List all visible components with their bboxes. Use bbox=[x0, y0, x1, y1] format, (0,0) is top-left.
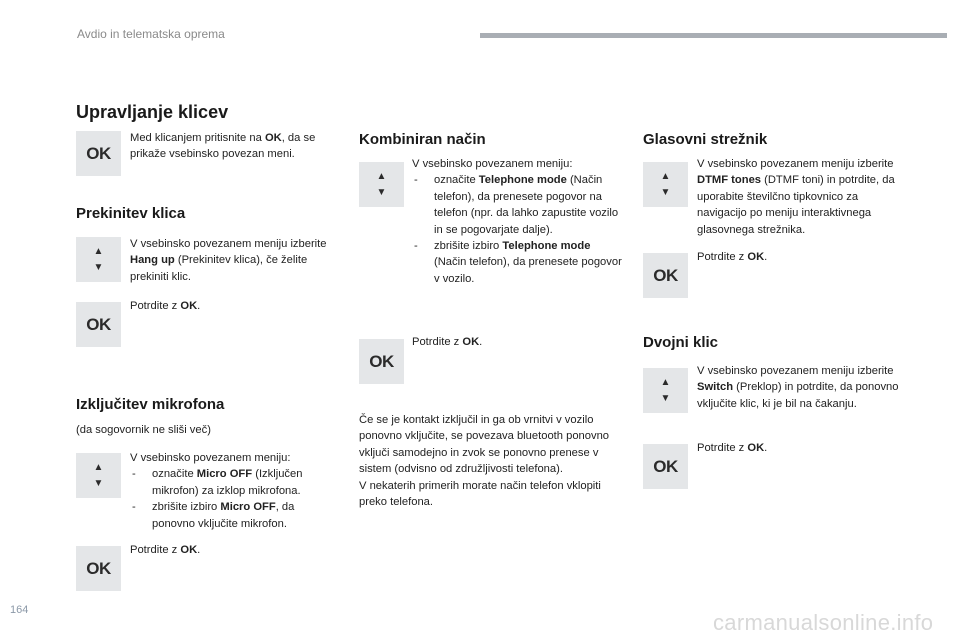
list-item: - označite Telephone mode (Način telefon), da prenesete pogovor na telefon (npr. da lahko zapustite vozilo in se pogovarjate dalje). bbox=[412, 172, 622, 238]
hang-up-confirm: Potrdite z OK. bbox=[130, 300, 201, 312]
heading-mic-off: Izključitev mikrofona bbox=[76, 396, 225, 413]
header-bar bbox=[480, 33, 947, 38]
voice-server-confirm: Potrdite z OK. bbox=[697, 251, 768, 263]
hang-up-instruction: V vsebinsko povezanem meniju izberite Hang up (Prekinitev klica), če želite prekiniti klic. bbox=[130, 238, 327, 283]
section-title-call-management: Upravljanje klicev bbox=[76, 102, 229, 122]
mic-off-confirm: Potrdite z OK. bbox=[130, 544, 201, 556]
bluetooth-note: Če se je kontakt izključil in ga ob vrnitvi v vozilo ponovno vključite, se povezava bluetooth ponovno vključi samodejno in zvok se ponovno prenese v sistem (odvisno od združljivosti telefona). V nekaterih primerih morate način telefon vklopiti preko telefona. bbox=[359, 414, 610, 509]
mic-off-instruction: V vsebinsko povezanem meniju: - označite Micro OFF (Izključen mikrofon) za izklop mikrofona. - zbrišite izbiro Micro OFF, da ponovno vključite mikrofon. bbox=[130, 450, 335, 532]
list-item: - zbrišite izbiro Micro OFF, da ponovno vključite mikrofon. bbox=[130, 499, 335, 532]
list-item: - označite Micro OFF (Izključen mikrofon) za izklop mikrofona. bbox=[130, 466, 335, 499]
up-down-arrows-icon: ▲ ▼ bbox=[76, 237, 121, 282]
heading-voice-server: Glasovni strežnik bbox=[643, 131, 768, 148]
combined-mode-confirm: Potrdite z OK. bbox=[412, 336, 483, 348]
ok-button-icon: OK bbox=[643, 253, 688, 298]
heading-combined-mode: Kombiniran način bbox=[359, 131, 486, 148]
heading-double-call: Dvojni klic bbox=[643, 334, 719, 351]
page-number: 164 bbox=[10, 604, 29, 616]
ok-button-icon: OK bbox=[76, 302, 121, 347]
up-down-arrows-icon: ▲ ▼ bbox=[76, 453, 121, 498]
mic-off-note: (da sogovornik ne sliši več) bbox=[76, 424, 211, 436]
ok-button-icon: OK bbox=[643, 444, 688, 489]
ok-button-icon: OK bbox=[76, 546, 121, 591]
up-down-arrows-icon: ▲ ▼ bbox=[359, 162, 404, 207]
voice-server-instruction: V vsebinsko povezanem meniju izberite DTMF tones (DTMF toni) in potrdite, da uporabite številčno tipkovnico za navigacijo po meniju interaktivnega glasovnega strežnika. bbox=[697, 158, 895, 236]
watermark: carmanualsonline.info bbox=[713, 610, 934, 635]
call-menu-instruction: Med klicanjem pritisnite na OK, da se prikaže vsebinsko povezan meni. bbox=[130, 132, 316, 161]
combined-mode-instruction: V vsebinsko povezanem meniju: - označite Telephone mode (Način telefon), da prenesete pogovor na telefon (npr. da lahko zapustite vozilo in se pogovarjate dalje). - zbrišite izbiro Telephone mode (Način telefon), da prenesete pogovor v vozilo. bbox=[412, 156, 622, 287]
list-item: - zbrišite izbiro Telephone mode (Način telefon), da prenesete pogovor v vozilo. bbox=[412, 238, 622, 287]
ok-button-icon: OK bbox=[359, 339, 404, 384]
double-call-instruction: V vsebinsko povezanem meniju izberite Switch (Preklop) in potrdite, da ponovno vključite klic, ki je bil na čakanju. bbox=[697, 365, 899, 410]
up-down-arrows-icon: ▲ ▼ bbox=[643, 162, 688, 207]
up-down-arrows-icon: ▲ ▼ bbox=[643, 368, 688, 413]
running-header: Avdio in telematska oprema bbox=[77, 27, 225, 41]
double-call-confirm: Potrdite z OK. bbox=[697, 442, 768, 454]
heading-hang-up: Prekinitev klica bbox=[76, 205, 186, 222]
ok-button-icon: OK bbox=[76, 131, 121, 176]
